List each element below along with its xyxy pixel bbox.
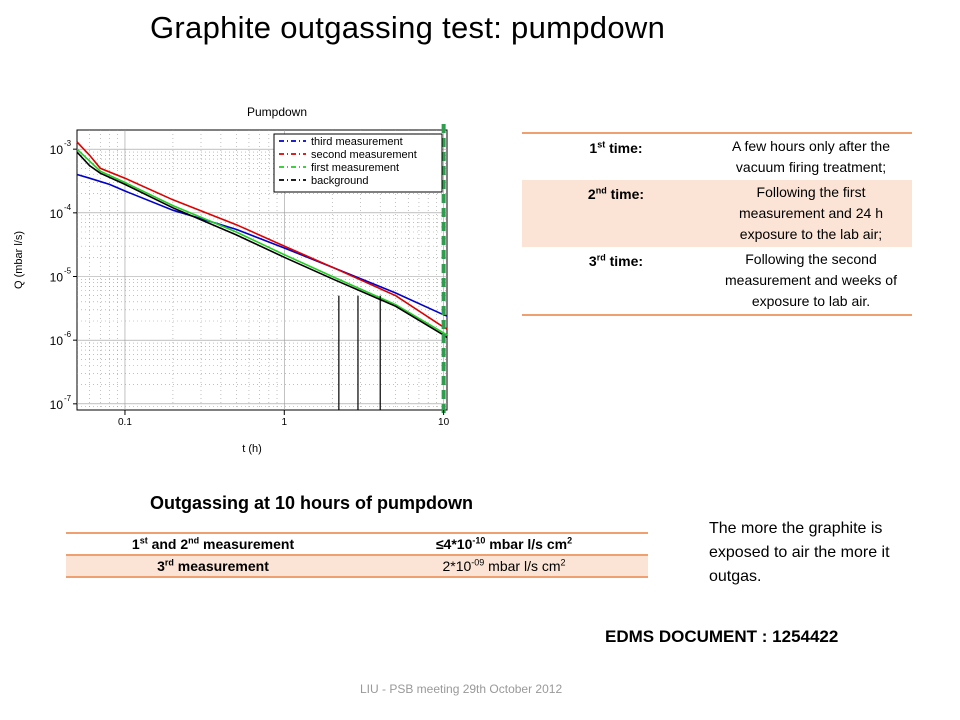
legend-label: first measurement	[311, 162, 400, 174]
y-tick-label: 10	[49, 206, 63, 221]
footer-text: LIU - PSB meeting 29th October 2012	[360, 682, 563, 696]
conclusion-note: The more the graphite is exposed to air the more it outgas.	[709, 520, 890, 585]
legend-label: second measurement	[311, 149, 417, 161]
result-value: $\le 4*10^{-10}$ mbar l/s $cm^2$	[360, 533, 648, 555]
x-axis-label: t (h)	[242, 443, 262, 455]
outgassing-results-table	[66, 532, 648, 578]
info-row-3	[522, 247, 912, 315]
info-row-text: A few hours only after the vacuum firing treatment;	[710, 133, 912, 180]
y-tick-exponent: -3	[64, 139, 72, 149]
pumpdown-chart	[0, 100, 470, 470]
legend-label: third measurement	[311, 136, 403, 148]
slide-title: Graphite outgassing test: pumpdown	[150, 10, 666, 45]
y-tick-label: 10	[49, 270, 63, 285]
y-tick-label: 10	[49, 143, 63, 158]
result-label: 3rd measurement	[66, 555, 360, 577]
info-row-1	[522, 133, 912, 180]
info-row-label: 1st time:	[522, 133, 710, 180]
info-row-2	[522, 180, 912, 247]
legend-label: background	[311, 175, 369, 187]
chart-title: Pumpdown	[246, 105, 308, 119]
x-tick-label: 1	[281, 417, 288, 428]
x-tick-label: 0.1	[118, 417, 132, 428]
result-value: $2*10^{-09}$ mbar l/s $cm^2$	[360, 555, 648, 577]
info-row-text: Following the second measurement and weeks of exposure to lab air.	[710, 247, 912, 315]
info-row-label: 3rd time:	[522, 247, 710, 315]
info-row-label: 2nd time:	[522, 180, 710, 247]
y-tick-exponent: -5	[64, 266, 72, 276]
result-label: 1st and 2nd measurement	[66, 533, 360, 555]
result-row-1	[66, 533, 648, 555]
y-tick-label: 10	[49, 334, 63, 349]
x-tick-label: 10	[438, 417, 450, 428]
edms-document-number: EDMS DOCUMENT : 1254422	[605, 627, 839, 646]
y-axis-label: Q (mbar l/s)	[13, 230, 25, 290]
y-tick-label: 10	[49, 397, 63, 412]
info-row-text: Following the first measurement and 24 h exposure to the lab air;	[710, 180, 912, 247]
y-tick-exponent: -6	[64, 330, 72, 340]
y-tick-exponent: -7	[64, 393, 72, 403]
results-heading: Outgassing at 10 hours of pumpdown	[150, 493, 474, 513]
result-row-2	[66, 555, 648, 577]
y-tick-exponent: -4	[64, 202, 72, 212]
measurement-times-table	[522, 132, 912, 316]
